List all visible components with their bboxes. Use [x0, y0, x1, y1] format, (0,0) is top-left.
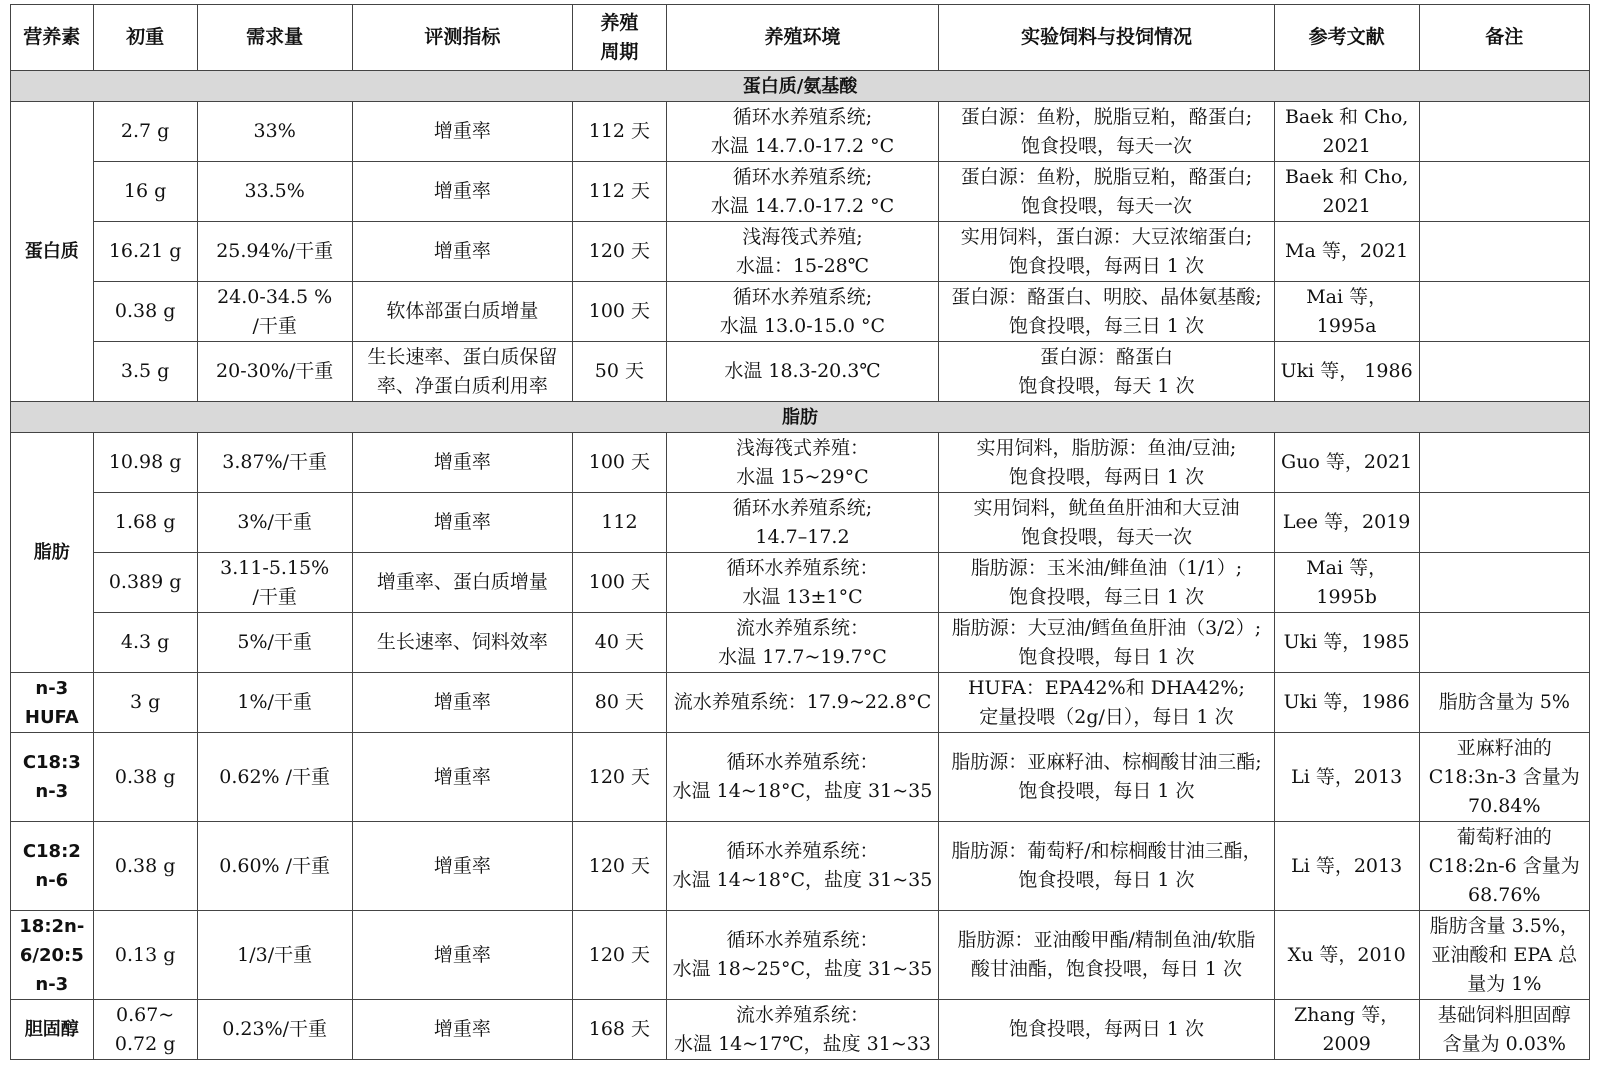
notes-cell-line: C18:3n-3 含量为	[1428, 765, 1580, 788]
section-protein: 蛋白质/氨基酸	[11, 71, 1590, 102]
initial-weight-cell: 0.38 g	[93, 282, 197, 342]
reference-cell	[1274, 613, 1419, 673]
initial-weight-cell: 0.389 g	[93, 553, 197, 613]
reference-cell	[1274, 433, 1419, 493]
environment-cell-line: 循环水养殖系统;	[732, 496, 873, 519]
table-row	[11, 733, 1590, 822]
feed-cell-line: HUFA：EPA42%和 DHA42%;	[967, 676, 1245, 699]
header-initial-weight: 初重	[93, 5, 197, 71]
indicator-cell-line: 增重率	[433, 120, 491, 142]
nutrient-protein: 蛋白质	[11, 102, 94, 402]
indicator-cell-line: 增重率	[433, 240, 491, 262]
notes-cell	[1419, 433, 1589, 493]
notes-cell	[1419, 102, 1589, 162]
period-cell: 112 天	[572, 102, 666, 162]
reference-cell-line: Mai 等，1995a	[1306, 285, 1388, 337]
environment-cell-line: 14.7–17.2	[755, 525, 850, 548]
environment-cell-line: 循环水养殖系统：	[726, 556, 879, 579]
period-cell: 50 天	[572, 342, 666, 402]
nutrient-cell-line: 6/20:5	[19, 944, 84, 966]
indicator-cell	[352, 342, 572, 402]
indicator-cell-line: 生长速率、蛋白质保留	[367, 345, 558, 368]
environment-cell-line: 流水养殖系统：	[735, 1003, 869, 1026]
feed-cell	[939, 222, 1275, 282]
indicator-cell	[352, 613, 572, 673]
requirement-cell-line: 1/3/干重	[237, 943, 313, 966]
reference-cell	[1274, 733, 1419, 822]
feed-cell-line: 脂肪源：亚麻籽油、棕榈酸甘油三酯;	[951, 751, 1262, 773]
environment-cell	[666, 282, 938, 342]
indicator-cell-line: 生长速率、饲料效率	[376, 631, 548, 653]
environment-cell-line: 水温：15-28℃	[735, 254, 869, 277]
notes-cell	[1419, 222, 1589, 282]
notes-cell-line: 68.76%	[1468, 883, 1541, 906]
requirement-cell-line: 3.11-5.15%	[220, 556, 330, 579]
requirement-cell	[197, 911, 352, 1000]
environment-cell	[666, 342, 938, 402]
environment-cell-line: 水温 18.3-20.3℃	[724, 360, 881, 382]
indicator-cell-line: 增重率	[433, 765, 491, 788]
period-cell: 80 天	[572, 673, 666, 733]
indicator-cell-line: 率、净蛋白质利用率	[376, 374, 548, 397]
notes-cell-line: 亚油酸和 EPA 总	[1431, 943, 1578, 966]
table-row	[11, 553, 1590, 613]
requirement-cell	[197, 733, 352, 822]
indicator-cell-line: 增重率、蛋白质增量	[376, 571, 548, 593]
requirement-cell	[197, 1000, 352, 1060]
reference-cell	[1274, 342, 1419, 402]
initial-weight-cell: 3.5 g	[93, 342, 197, 402]
notes-cell	[1419, 613, 1589, 673]
initial-weight-cell: 16 g	[93, 162, 197, 222]
period-cell: 100 天	[572, 553, 666, 613]
indicator-cell-line: 增重率	[433, 180, 491, 202]
nutrient-cell-line: C18:3	[22, 752, 81, 773]
nutrient-cell-line: n-3	[35, 973, 69, 995]
environment-cell	[666, 1000, 938, 1060]
requirement-cell	[197, 433, 352, 493]
indicator-cell-line: 增重率	[433, 511, 491, 533]
reference-cell-line: Baek 和 Cho,	[1284, 165, 1409, 188]
environment-cell-line: 循环水养殖系统;	[732, 165, 873, 188]
feed-cell-line: 脂肪源：亚油酸甲酯/精制鱼油/软脂	[957, 929, 1256, 951]
feed-cell-line: 饱食投喂，每两日 1 次	[1008, 1018, 1205, 1040]
feed-cell-line: 饱食投喂，每天一次	[1020, 134, 1192, 157]
header-row	[11, 5, 1590, 71]
feed-cell-line: 实用饲料，脂肪源：鱼油/豆油;	[976, 436, 1237, 459]
environment-cell	[666, 733, 938, 822]
reference-cell-line: Guo 等，2021	[1281, 451, 1413, 473]
requirement-cell	[197, 613, 352, 673]
section-lipid: 脂肪	[11, 402, 1590, 433]
requirement-cell	[197, 102, 352, 162]
notes-cell	[1419, 553, 1589, 613]
notes-cell	[1419, 733, 1589, 822]
header-indicator: 评测指标	[352, 5, 572, 71]
initial-weight-cell-line: 0.13 g	[114, 943, 176, 966]
initial-weight-cell	[93, 911, 197, 1000]
environment-cell	[666, 493, 938, 553]
environment-cell	[666, 673, 938, 733]
indicator-cell	[352, 162, 572, 222]
requirement-cell-line: 25.94%/干重	[216, 240, 334, 262]
requirement-cell-line: 0.23%/干重	[222, 1018, 328, 1040]
environment-cell	[666, 433, 938, 493]
nutrient-cell-line: n-3	[35, 677, 69, 699]
nutrient-lipid: 脂肪	[11, 433, 94, 673]
period-cell: 120 天	[572, 733, 666, 822]
feed-cell-line: 饱食投喂，每两日 1 次	[1008, 465, 1205, 488]
requirement-cell-line: 3.87%/干重	[222, 451, 328, 473]
notes-cell-line: 基础饲料胆固醇	[1437, 1003, 1571, 1026]
indicator-cell-line: 增重率	[433, 691, 491, 713]
feed-cell-line: 蛋白源：鱼粉，脱脂豆粕，酪蛋白;	[960, 105, 1253, 128]
environment-cell-line: 水温 14~18°C，盐度 31~35	[672, 869, 933, 891]
notes-cell-line: C18:2n-6 含量为	[1428, 854, 1580, 877]
environment-cell-line: 水温 14~17℃，盐度 31~33	[674, 1032, 931, 1055]
reference-cell-line: Li 等，2013	[1291, 854, 1403, 877]
environment-cell	[666, 162, 938, 222]
requirement-cell-line: 33.5%	[244, 180, 305, 202]
notes-cell	[1419, 493, 1589, 553]
reference-cell-line: Mai 等，1995b	[1306, 556, 1388, 608]
indicator-cell-line: 增重率	[433, 451, 491, 473]
environment-cell	[666, 102, 938, 162]
header-reference: 参考文献	[1274, 5, 1419, 71]
notes-cell	[1419, 673, 1589, 733]
reference-cell-line: 2021	[1322, 194, 1371, 217]
feed-cell	[939, 282, 1275, 342]
feed-cell-line: 饱食投喂，每天一次	[1020, 525, 1192, 548]
indicator-cell	[352, 102, 572, 162]
reference-cell	[1274, 553, 1419, 613]
indicator-cell	[352, 282, 572, 342]
indicator-cell	[352, 553, 572, 613]
feed-cell	[939, 822, 1275, 911]
feed-cell-line: 蛋白源：酪蛋白、明胶、晶体氨基酸;	[951, 285, 1262, 308]
period-cell: 168 天	[572, 1000, 666, 1060]
reference-cell-line: Uki 等，1985	[1283, 631, 1410, 653]
initial-weight-cell-line: 0.67~	[116, 1003, 175, 1026]
feed-cell	[939, 911, 1275, 1000]
environment-cell-line: 流水养殖系统：	[735, 616, 869, 639]
table-row	[11, 433, 1590, 493]
environment-cell-line: 水温 14.7.0-17.2 °C	[710, 194, 895, 217]
table-header	[11, 5, 1590, 71]
period-cell: 112 天	[572, 162, 666, 222]
period-cell: 112	[572, 493, 666, 553]
reference-cell	[1274, 162, 1419, 222]
requirement-cell	[197, 553, 352, 613]
initial-weight-cell: 1.68 g	[93, 493, 197, 553]
environment-cell-line: 循环水养殖系统：	[726, 751, 879, 773]
indicator-cell-line: 增重率	[433, 1018, 491, 1040]
header-period	[572, 5, 666, 71]
environment-cell-line: 浅海筏式养殖：	[735, 436, 869, 459]
requirement-cell-line: 3%/干重	[237, 511, 312, 533]
notes-cell	[1419, 162, 1589, 222]
table-body	[11, 71, 1590, 1060]
header-environment: 养殖环境	[666, 5, 938, 71]
indicator-cell-line: 软体部蛋白质增量	[386, 300, 539, 322]
feed-cell	[939, 433, 1275, 493]
section-row	[11, 402, 1590, 433]
initial-weight-cell	[93, 822, 197, 911]
notes-cell	[1419, 911, 1589, 1000]
feed-cell-line: 饱食投喂，每两日 1 次	[1008, 254, 1205, 277]
reference-cell-line: Ma 等，2021	[1285, 240, 1409, 262]
notes-cell	[1419, 282, 1589, 342]
feed-cell-line: 酸甘油酯，饱食投喂，每日 1 次	[970, 958, 1243, 980]
table-row	[11, 282, 1590, 342]
initial-weight-cell-line: 0.72 g	[114, 1032, 176, 1055]
requirement-cell	[197, 673, 352, 733]
feed-cell-line: 饱食投喂，每天 1 次	[1018, 374, 1195, 397]
indicator-cell-line: 增重率	[433, 854, 491, 877]
initial-weight-cell: 16.21 g	[93, 222, 197, 282]
environment-cell-line: 循环水养殖系统;	[732, 105, 873, 128]
environment-cell	[666, 613, 938, 673]
nutrient-cell-line: C18:2	[22, 841, 81, 862]
reference-cell	[1274, 282, 1419, 342]
environment-cell	[666, 822, 938, 911]
environment-cell-line: 浅海筏式养殖;	[742, 225, 863, 248]
requirement-cell	[197, 822, 352, 911]
table-row	[11, 102, 1590, 162]
feed-cell	[939, 733, 1275, 822]
table-row	[11, 822, 1590, 911]
environment-cell-line: 流水养殖系统：17.9~22.8°C	[673, 691, 932, 713]
reference-cell-line: Li 等，2013	[1291, 765, 1403, 788]
feed-cell-line: 实用饲料，鱿鱼鱼肝油和大豆油	[973, 496, 1240, 519]
header-requirement: 需求量	[197, 5, 352, 71]
indicator-cell	[352, 433, 572, 493]
environment-cell	[666, 553, 938, 613]
requirement-cell-line: 33%	[253, 120, 296, 142]
feed-cell-line: 脂肪源：葡萄籽/和棕榈酸甘油三酯，	[951, 840, 1262, 862]
nutrient-requirement-table	[10, 4, 1590, 1060]
period-cell: 120 天	[572, 222, 666, 282]
notes-cell	[1419, 342, 1589, 402]
requirement-cell-line: 0.60% /干重	[219, 854, 331, 877]
initial-weight-cell-line: 3 g	[129, 691, 161, 713]
indicator-cell	[352, 822, 572, 911]
feed-cell-line: 蛋白源：鱼粉，脱脂豆粕，酪蛋白;	[960, 165, 1253, 188]
indicator-cell	[352, 493, 572, 553]
environment-cell-line: 水温 15~29°C	[736, 465, 869, 488]
period-cell: 40 天	[572, 613, 666, 673]
nutrient-cell	[11, 673, 94, 733]
feed-cell-line: 脂肪源：大豆油/鳕鱼鱼肝油（3/2）;	[951, 616, 1262, 639]
feed-cell-line: 饱食投喂，每三日 1 次	[1008, 585, 1205, 608]
requirement-cell-line: 1%/干重	[237, 691, 312, 713]
initial-weight-cell: 4.3 g	[93, 613, 197, 673]
feed-cell-line: 饱食投喂，每日 1 次	[1018, 780, 1195, 802]
period-cell: 120 天	[572, 822, 666, 911]
environment-cell-line: 水温 14.7.0-17.2 °C	[710, 134, 895, 157]
header-period-line: 养殖	[600, 11, 639, 34]
nutrient-cell-line: n-3	[35, 781, 69, 802]
table-row	[11, 911, 1590, 1000]
initial-weight-cell	[93, 733, 197, 822]
nutrient-cell-line: 胆固醇	[24, 1019, 79, 1040]
environment-cell-line: 水温 13±1°C	[742, 585, 863, 608]
feed-cell	[939, 102, 1275, 162]
header-notes: 备注	[1419, 5, 1589, 71]
requirement-cell	[197, 222, 352, 282]
feed-cell-line: 蛋白源：酪蛋白	[1039, 345, 1173, 368]
reference-cell-line: Xu 等，2010	[1287, 943, 1406, 966]
initial-weight-cell: 2.7 g	[93, 102, 197, 162]
nutrient-cell	[11, 733, 94, 822]
notes-cell	[1419, 822, 1589, 911]
table-row	[11, 342, 1590, 402]
feed-cell-line: 实用饲料，蛋白源：大豆浓缩蛋白;	[960, 225, 1253, 248]
reference-cell-line: 2009	[1322, 1032, 1371, 1055]
reference-cell-line: Uki 等， 1986	[1280, 360, 1413, 382]
section-row	[11, 71, 1590, 102]
initial-weight-cell: 10.98 g	[93, 433, 197, 493]
indicator-cell	[352, 673, 572, 733]
table-row	[11, 222, 1590, 282]
initial-weight-cell	[93, 1000, 197, 1060]
table-row	[11, 162, 1590, 222]
nutrient-cell	[11, 822, 94, 911]
requirement-cell-line: 24.0-34.5 %	[217, 285, 333, 308]
table-row	[11, 613, 1590, 673]
requirement-cell-line: 5%/干重	[237, 631, 312, 653]
requirement-cell-line: /干重	[252, 585, 297, 608]
feed-cell-line: 饱食投喂，每日 1 次	[1018, 869, 1195, 891]
feed-cell	[939, 493, 1275, 553]
table-row	[11, 1000, 1590, 1060]
header-nutrient: 营养素	[11, 5, 94, 71]
notes-cell-line: 含量为 0.03%	[1442, 1032, 1566, 1055]
notes-cell-line: 葡萄籽油的	[1456, 825, 1552, 848]
initial-weight-cell-line: 0.38 g	[114, 765, 176, 788]
notes-cell-line: 脂肪含量 3.5%，	[1429, 914, 1579, 937]
feed-cell	[939, 342, 1275, 402]
indicator-cell	[352, 733, 572, 822]
feed-cell-line: 脂肪源：玉米油/鲱鱼油（1/1）;	[970, 556, 1243, 579]
notes-cell-line: 脂肪含量为 5%	[1438, 691, 1570, 713]
reference-cell	[1274, 1000, 1419, 1060]
header-feed: 实验饲料与投饲情况	[939, 5, 1275, 71]
reference-cell-line: 2021	[1322, 134, 1371, 157]
nutrient-cell	[11, 1000, 94, 1060]
environment-cell-line: 水温 17.7~19.7°C	[718, 645, 887, 668]
environment-cell	[666, 222, 938, 282]
feed-cell-line: 饱食投喂，每天一次	[1020, 194, 1192, 217]
nutrient-cell	[11, 911, 94, 1000]
requirement-cell	[197, 342, 352, 402]
nutrient-cell-line: 18:2n-	[19, 915, 85, 937]
environment-cell-line: 循环水养殖系统：	[726, 840, 879, 862]
reference-cell-line: Lee 等，2019	[1282, 511, 1411, 533]
indicator-cell-line: 增重率	[433, 943, 491, 966]
feed-cell	[939, 553, 1275, 613]
environment-cell-line: 水温 13.0-15.0 °C	[719, 314, 886, 337]
indicator-cell	[352, 1000, 572, 1060]
notes-cell-line: 亚麻籽油的	[1456, 736, 1552, 759]
feed-cell-line: 饱食投喂，每日 1 次	[1018, 645, 1195, 668]
environment-cell-line: 水温 14~18°C，盐度 31~35	[672, 780, 933, 802]
reference-cell	[1274, 222, 1419, 282]
table-row	[11, 673, 1590, 733]
nutrient-cell-line: n-6	[35, 870, 69, 891]
environment-cell-line: 循环水养殖系统;	[732, 285, 873, 308]
environment-cell-line: 水温 18~25°C，盐度 31~35	[672, 958, 933, 980]
requirement-cell-line: 0.62% /干重	[219, 765, 331, 788]
feed-cell	[939, 673, 1275, 733]
reference-cell	[1274, 493, 1419, 553]
feed-cell-line: 饱食投喂，每三日 1 次	[1008, 314, 1205, 337]
reference-cell	[1274, 673, 1419, 733]
requirement-cell	[197, 282, 352, 342]
environment-cell-line: 循环水养殖系统：	[726, 929, 879, 951]
reference-cell	[1274, 822, 1419, 911]
reference-cell-line: Uki 等，1986	[1283, 691, 1410, 713]
notes-cell-line: 量为 1%	[1467, 972, 1542, 995]
nutrient-cell-line: HUFA	[24, 706, 79, 728]
feed-cell	[939, 1000, 1275, 1060]
header-period-line: 周期	[600, 40, 639, 63]
initial-weight-cell-line: 0.38 g	[114, 854, 176, 877]
period-cell: 120 天	[572, 911, 666, 1000]
requirement-cell-line: /干重	[252, 314, 297, 337]
period-cell: 100 天	[572, 433, 666, 493]
initial-weight-cell	[93, 673, 197, 733]
reference-cell-line: Zhang 等，	[1294, 1003, 1400, 1026]
period-cell: 100 天	[572, 282, 666, 342]
reference-cell	[1274, 102, 1419, 162]
requirement-cell	[197, 162, 352, 222]
requirement-cell	[197, 493, 352, 553]
notes-cell-line: 70.84%	[1468, 794, 1541, 817]
reference-cell-line: Baek 和 Cho,	[1284, 105, 1409, 128]
reference-cell	[1274, 911, 1419, 1000]
feed-cell-line: 定量投喂（2g/日），每日 1 次	[979, 705, 1234, 728]
indicator-cell	[352, 911, 572, 1000]
notes-cell	[1419, 1000, 1589, 1060]
feed-cell	[939, 613, 1275, 673]
requirement-cell-line: 20-30%/干重	[216, 360, 334, 382]
indicator-cell	[352, 222, 572, 282]
table-row	[11, 493, 1590, 553]
feed-cell	[939, 162, 1275, 222]
environment-cell	[666, 911, 938, 1000]
